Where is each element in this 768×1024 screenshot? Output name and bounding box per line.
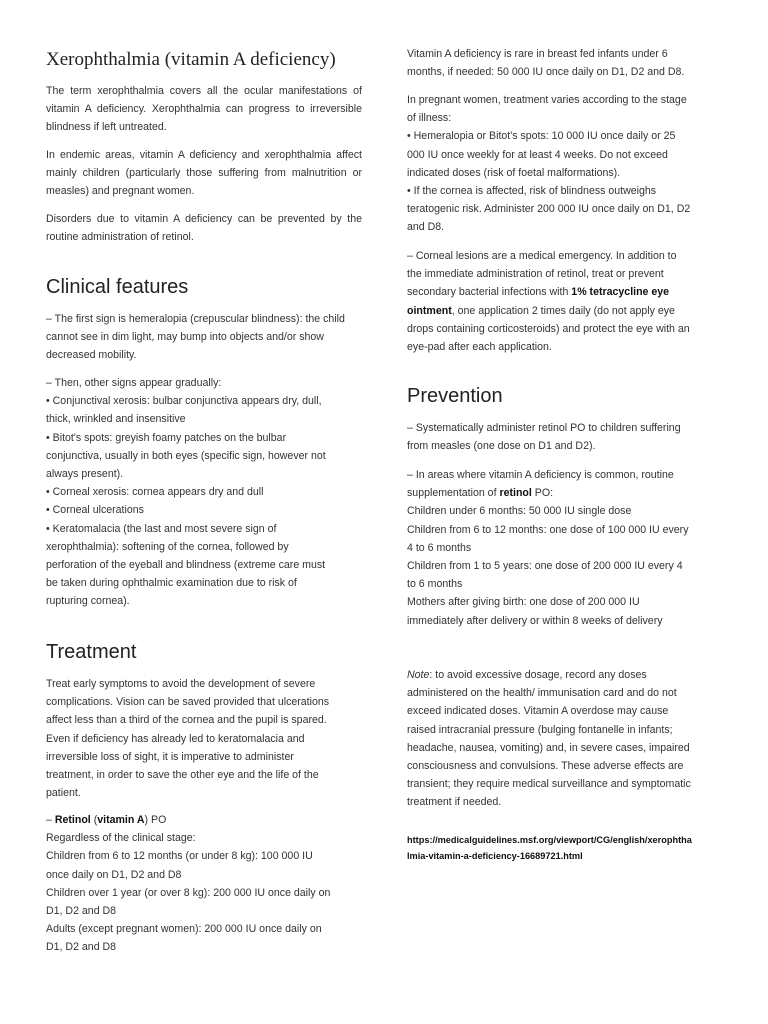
clinical-line: rupturing cornea). — [46, 595, 130, 608]
prevention-dose-line: Children from 1 to 5 years: one dose of 200 000 IU every 4 — [407, 560, 683, 573]
note-label: Note — [407, 669, 430, 681]
note-line: consciousness and convulsions. These adverse effects are — [407, 760, 684, 773]
retinol-paren-open: ( — [90, 814, 98, 826]
intro-paragraph-1: The term xerophthalmia covers all the ocular manifestations of vitamin A deficiency. Xerophthalmia can progress to irreversible blindness if left untreated. — [46, 85, 362, 134]
pregnant-line: and D8. — [407, 221, 445, 234]
clinical-paragraph-1: – The first sign is hemeralopia (crepuscular blindness): the child cannot see in dim light, may bump into objects and/or show decreased mobility. — [46, 313, 345, 362]
note-line: treatment if needed. — [407, 796, 502, 809]
prevention-line: – In areas where vitamin A deficiency is common, routine — [407, 469, 674, 481]
note-line: exceed indicated doses. Vitamin A overdose may cause — [407, 705, 669, 718]
corneal-line — [407, 283, 721, 301]
clinical-line: – Then, other signs appear gradually: — [46, 377, 222, 389]
corneal-line: drops containing corticosteroids) and protect the eye with an — [407, 322, 690, 335]
retinol-name: Retinol — [54, 814, 91, 826]
clinical-line: • Corneal ulcerations — [46, 504, 144, 517]
retinol-route: ) PO — [144, 814, 167, 826]
corneal-line — [407, 302, 721, 320]
note-line: headache, nausea, vomiting) and, in severe cases, impaired — [407, 741, 690, 754]
clinical-line: xerophthalmia): softening of the cornea, followed by — [46, 540, 289, 553]
note-line — [407, 666, 721, 684]
treatment-line: Treat early symptoms to avoid the development of severe — [46, 678, 316, 690]
pregnant-paragraph — [407, 91, 721, 237]
note-line: transient; they require medical surveillance and symptomatic — [407, 778, 691, 791]
corneal-text: secondary bacterial infections with — [407, 286, 572, 299]
breastfed-line: months, if needed: 50 000 IU once daily on D1, D2 and D8. — [407, 66, 685, 79]
prevention-dose-line: Children under 6 months: 50 000 IU single dose — [407, 505, 632, 518]
note-text: : to avoid excessive dosage, record any doses — [429, 669, 647, 681]
treatment-heading: Treatment — [46, 641, 137, 663]
treatment-paragraph — [46, 675, 362, 802]
note-paragraph — [407, 666, 721, 812]
source-url-line-2[interactable]: lmia-vitamin-a-deficiency-16689721.html — [407, 851, 583, 861]
corneal-paragraph — [407, 247, 721, 356]
breastfed-line: Vitamin A deficiency is rare in breast fed infants under 6 — [407, 48, 668, 60]
pregnant-line: In pregnant women, treatment varies according to the stage — [407, 94, 687, 106]
note-line: raised intracranial pressure (bulging fontanelle in infants; — [407, 723, 673, 736]
source-url[interactable] — [407, 832, 692, 864]
dose-line: Regardless of the clinical stage: — [46, 832, 196, 845]
treatment-line: complications. Vision can be saved provided that ulcerations — [46, 696, 330, 709]
prevention-dose-line: Children from 6 to 12 months: one dose of 100 000 IU every — [407, 523, 689, 536]
corneal-text: , one application 2 times daily (do not apply eye — [451, 304, 675, 317]
ointment-name: ointment — [407, 304, 452, 317]
prevention-paragraph-1 — [407, 419, 721, 455]
vitamin-a-name: vitamin A — [97, 814, 145, 826]
prevention-paragraph-2 — [407, 466, 721, 630]
dose-line: Children over 1 year (or over 8 kg): 200 000 IU once daily on — [46, 886, 331, 899]
treatment-line: irreversible loss of sight, it is imperative to administer — [46, 750, 294, 763]
prevention-dose-line: Mothers after giving birth: one dose of 200 000 IU — [407, 596, 640, 609]
note-line: administered on the health/ immunisation card and do not — [407, 687, 677, 700]
pregnant-line: of illness: — [407, 112, 452, 125]
prevention-line: – Systematically administer retinol PO to children suffering — [407, 422, 681, 434]
corneal-line: eye-pad after each application. — [407, 341, 552, 354]
clinical-line: conjunctiva, usually in both eyes (specific sign, however not — [46, 449, 326, 462]
intro-paragraph-2: In endemic areas, vitamin A deficiency and xerophthalmia affect mainly children (particularly those suffering from malnutrition or measles) and pregnant women. — [46, 149, 362, 198]
dose-line: D1, D2 and D8 — [46, 941, 117, 954]
prevention-dose-line: to 6 months — [407, 578, 463, 591]
prevention-dose-line: 4 to 6 months — [407, 541, 472, 554]
corneal-line: – Corneal lesions are a medical emergency. In addition to — [407, 250, 677, 262]
prevention-dose-line: immediately after delivery or within 8 weeks of delivery — [407, 614, 663, 627]
dose-line: D1, D2 and D8 — [46, 905, 117, 918]
pregnant-line: teratogenic risk. Administer 200 000 IU once daily on D1, D2 — [407, 203, 691, 216]
treatment-line: affect less than a third of the cornea and the pupil is spared. — [46, 714, 327, 727]
clinical-signs-list — [46, 374, 362, 611]
page-title: Xerophthalmia (vitamin A deficiency) — [46, 49, 336, 70]
clinical-line: • Keratomalacia (the last and most severe sign of — [46, 522, 277, 535]
clinical-line: • Corneal xerosis: cornea appears dry and dull — [46, 486, 264, 499]
pregnant-line: 000 IU once weekly for at least 4 weeks. Do not exceed — [407, 148, 668, 161]
treatment-line: patient. — [46, 787, 81, 800]
dose-line: Adults (except pregnant women): 200 000 IU once daily on — [46, 923, 322, 936]
retinol-name: retinol — [499, 487, 532, 500]
corneal-line: the immediate administration of retinol, treat or prevent — [407, 268, 664, 281]
source-url-line-1[interactable]: https://medicalguidelines.msf.org/viewport/CG/english/xerophtha — [407, 835, 692, 845]
treatment-line: Even if deficiency has already led to keratomalacia and — [46, 732, 305, 745]
dose-line: once daily on D1, D2 and D8 — [46, 868, 182, 881]
prevention-text: PO: — [531, 487, 554, 500]
pregnant-line: indicated doses (risk of foetal malformations). — [407, 166, 621, 179]
clinical-features-heading: Clinical features — [46, 276, 189, 298]
tetracycline-name: 1% tetracycline eye — [571, 286, 670, 299]
clinical-line: perforation of the eyeball and blindness (extreme care must — [46, 559, 326, 572]
clinical-line: always present). — [46, 468, 124, 481]
dose-line: Children from 6 to 12 months (or under 8 kg): 100 000 IU — [46, 850, 313, 863]
retinol-heading-line — [46, 811, 362, 829]
prevention-line — [407, 484, 721, 502]
clinical-line: • Conjunctival xerosis: bulbar conjunctiva appears dry, dull, — [46, 395, 322, 408]
prevention-line: from measles (one dose on D1 and D2). — [407, 440, 596, 453]
pregnant-line: • If the cornea is affected, risk of blindness outweighs — [407, 185, 657, 198]
treatment-line: treatment, in order to save the other eye and the life of the — [46, 769, 319, 782]
clinical-line: be taken during ophthalmic examination due to risk of — [46, 577, 297, 590]
retinol-prefix: – — [46, 814, 55, 826]
prevention-heading: Prevention — [407, 385, 503, 407]
clinical-line: • Bitot's spots: greyish foamy patches on the bulbar — [46, 431, 287, 444]
breastfed-paragraph — [407, 45, 721, 81]
prevention-text: supplementation of — [407, 487, 500, 500]
retinol-dosage-block — [46, 811, 362, 957]
pregnant-line: • Hemeralopia or Bitot's spots: 10 000 IU once daily or 25 — [407, 130, 676, 143]
intro-paragraph-3: Disorders due to vitamin A deficiency can be prevented by the routine administration of retinol. — [46, 213, 362, 244]
clinical-line: thick, wrinkled and insensitive — [46, 413, 186, 426]
